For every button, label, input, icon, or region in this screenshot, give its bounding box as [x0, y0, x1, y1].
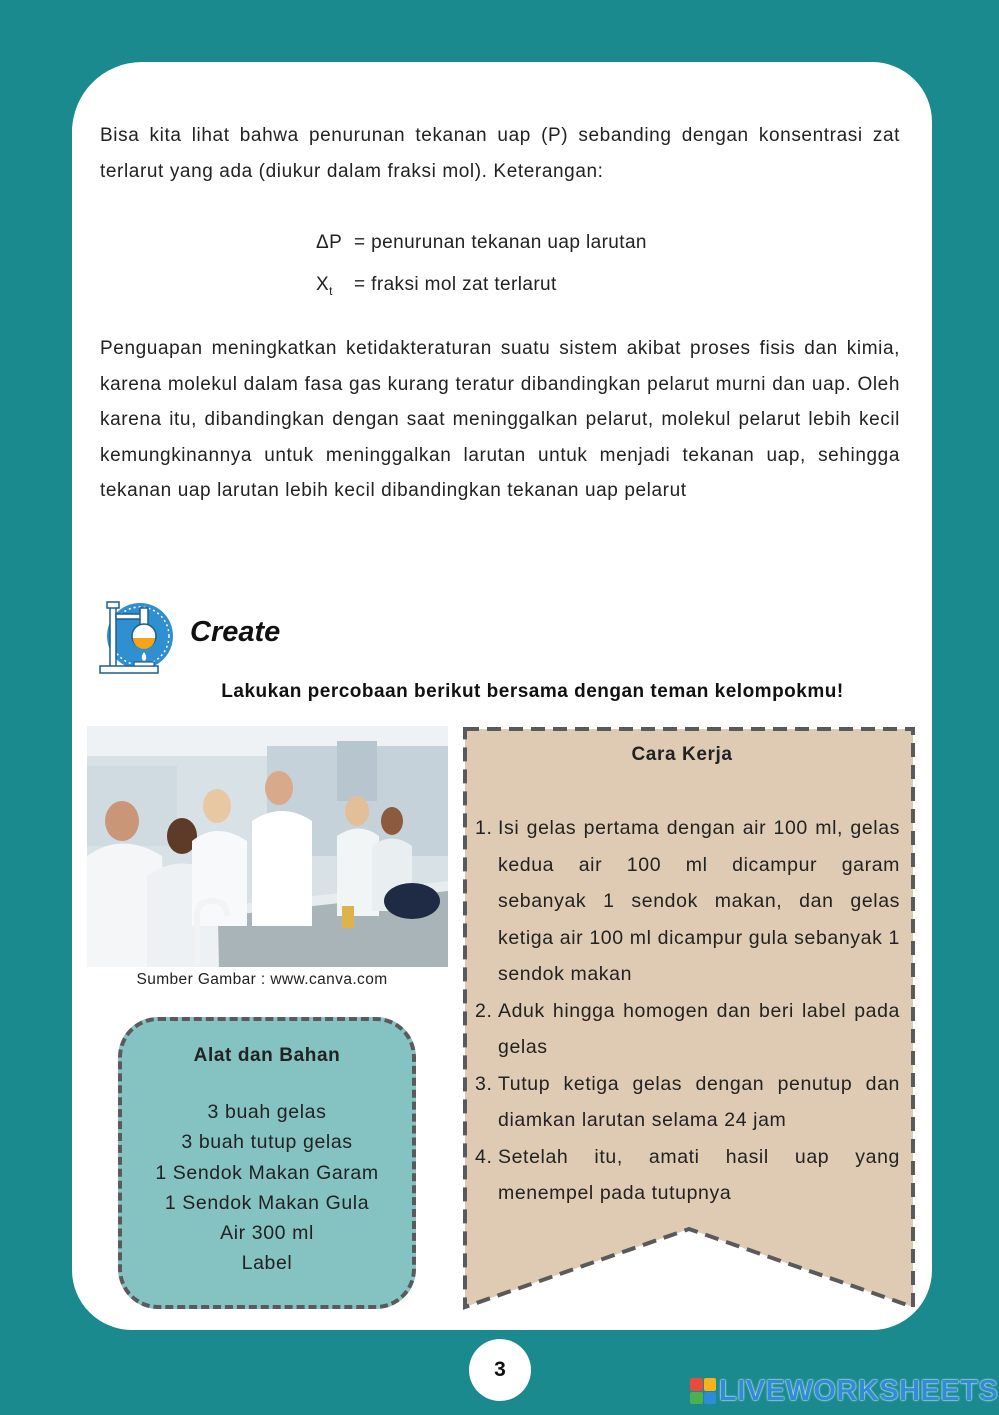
alat-item: 1 Sendok Makan Garam — [155, 1161, 379, 1184]
alat-item: Air 300 ml — [220, 1222, 314, 1245]
definition-delta-p — [316, 225, 647, 267]
cara-kerja-heading: Cara Kerja — [631, 744, 733, 765]
logo-wordmark: LIVEWORKSHEETS — [719, 1374, 999, 1407]
definition-symbol — [316, 225, 354, 267]
explanation-paragraph: Penguapan meningkatkan ketidakteraturan suatu sistem akibat proses fisis dan kimia, karena molekul dalam fasa gas kurang teratur dibandingkan pelarut murni dan uap. Oleh karena itu, dibandingkan dengan saat meninggalkan pelarut, molekul pelarut lebih kecil kemungkinannya untuk meninggalkan larutan untuk menjadi tekanan uap, sehingga tekanan uap larutan lebih kecil dibandingkan tekanan uap pelarut — [100, 338, 900, 501]
symbol-subscript: t — [329, 284, 333, 299]
alat-item: 3 buah tutup gelas — [181, 1131, 353, 1154]
step-item — [475, 810, 900, 993]
step-number: 2. — [475, 999, 493, 1022]
create-title: Create — [190, 616, 281, 648]
step-number: 1. — [475, 817, 493, 839]
cara-kerja-steps — [475, 810, 900, 1212]
step-item — [475, 993, 900, 1066]
alat-item: 3 buah gelas — [207, 1101, 327, 1123]
alat-item: 1 Sendok Makan Gula — [164, 1191, 370, 1214]
definition-meaning: = fraksi mol zat terlarut — [354, 274, 557, 296]
step-item — [475, 1139, 900, 1212]
photo-caption: Sumber Gambar : www.canva.com — [136, 971, 388, 988]
logo-blocks-icon — [690, 1378, 716, 1404]
lab-students-photo — [87, 726, 448, 967]
lab-apparatus-icon — [98, 598, 176, 676]
definitions-list — [316, 225, 647, 310]
step-text: Tutup ketiga gelas dengan penutup dan diamkan larutan selama 24 jam — [498, 1072, 900, 1131]
step-number: 3. — [475, 1072, 493, 1095]
definition-xt — [316, 267, 647, 309]
intro-paragraph: Bisa kita lihat bahwa penurunan tekanan uap (P) sebanding dengan konsentrasi zat terlarut yang ada (diukur dalam fraksi mol). Keterangan: — [100, 125, 900, 182]
step-number: 4. — [475, 1145, 493, 1168]
alat-heading: Alat dan Bahan — [193, 1045, 341, 1066]
liveworksheets-logo[interactable] — [690, 1374, 998, 1408]
definition-symbol — [316, 267, 354, 309]
page-number: 3 — [469, 1339, 531, 1401]
definition-meaning: = penurunan tekanan uap larutan — [354, 232, 647, 253]
alat-item: Label — [241, 1252, 293, 1275]
symbol-text: ΔP — [316, 232, 343, 253]
step-text: Isi gelas pertama dengan air 100 ml, gelas kedua air 100 ml dicampur garam sebanyak 1 sendok makan, dan gelas ketiga air 100 ml dicampur gula sebanyak 1 sendok makan — [498, 817, 900, 985]
alat-dan-bahan-box — [118, 1017, 416, 1309]
step-item — [475, 1066, 900, 1139]
create-instruction: Lakukan percobaan berikut bersama dengan teman kelompokmu! — [221, 681, 844, 702]
step-text: Setelah itu, amati hasil uap yang menempel pada tutupnya — [498, 1145, 900, 1204]
step-text: Aduk hingga homogen dan beri label pada gelas — [498, 999, 900, 1058]
symbol-text: X — [316, 274, 330, 296]
